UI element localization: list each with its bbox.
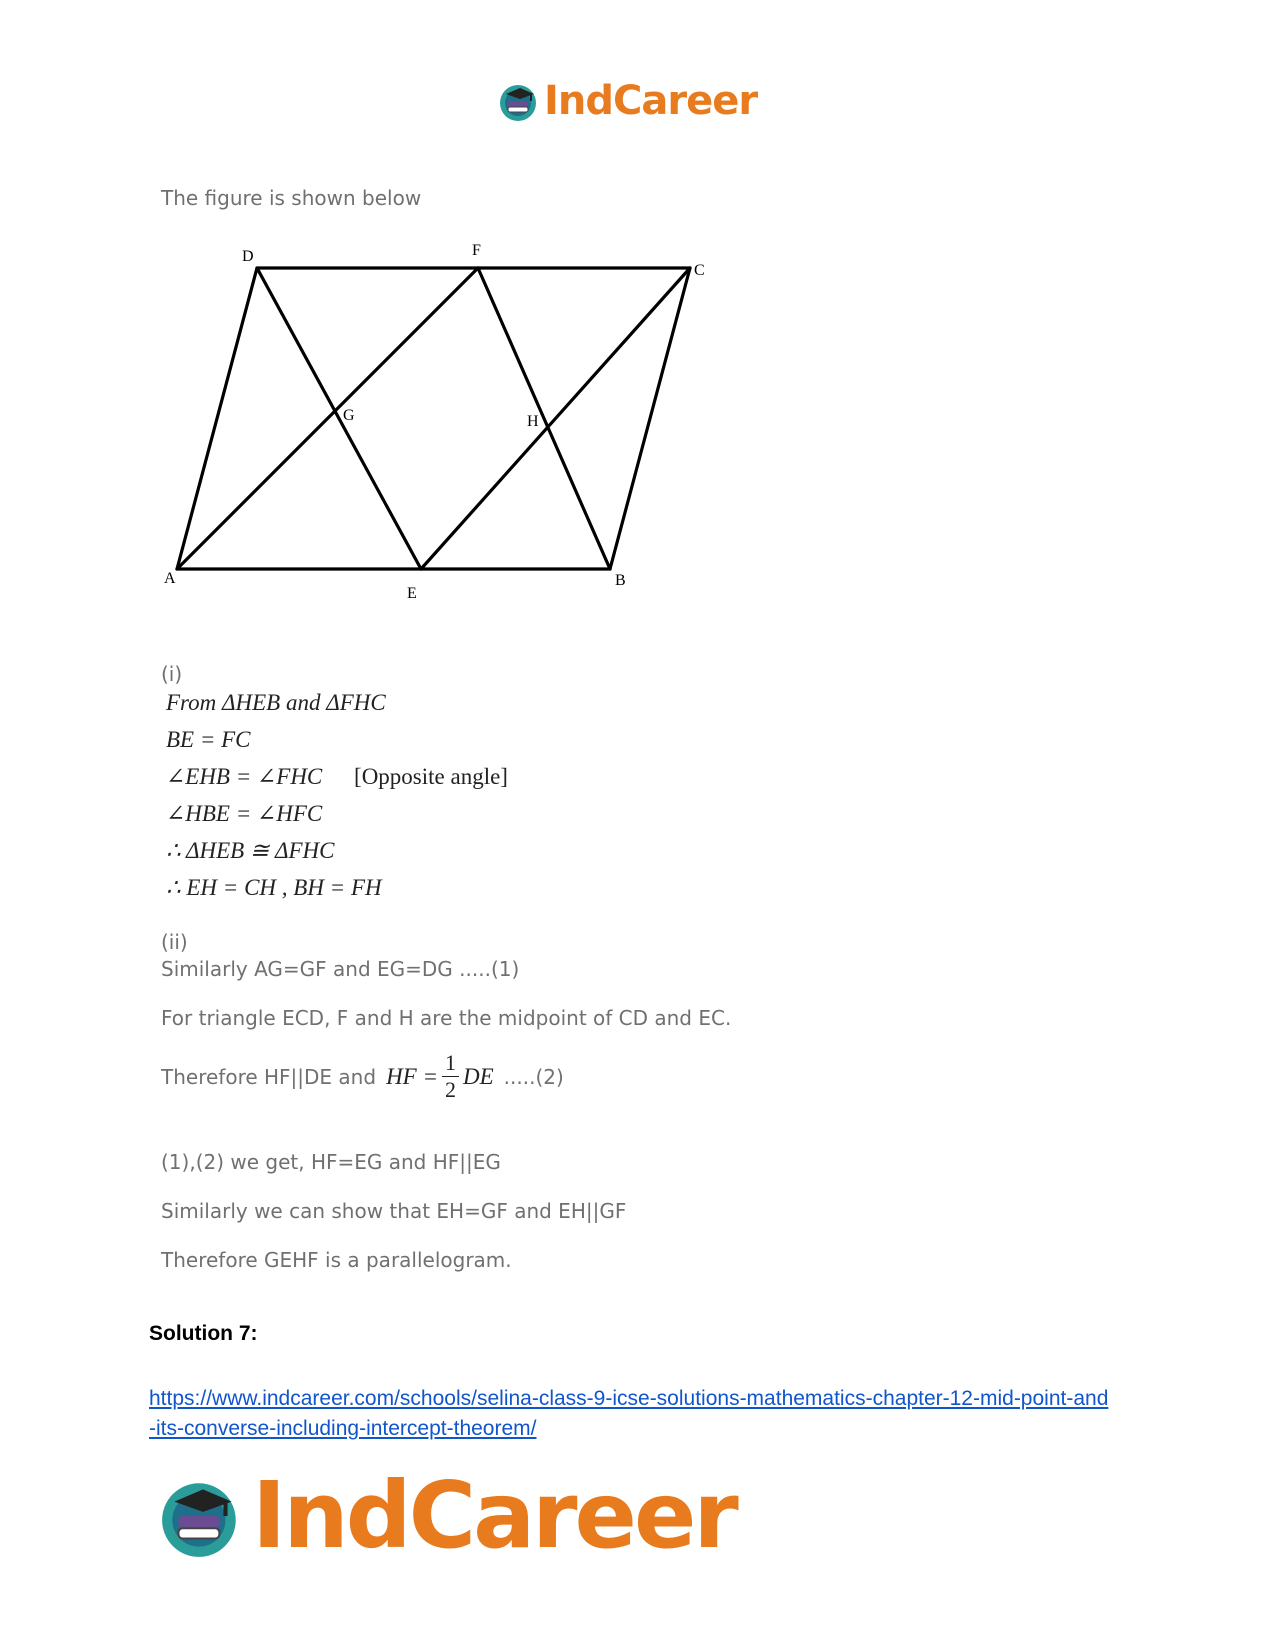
- fraction-one-half: [442, 1050, 459, 1103]
- point-label-G: G: [343, 407, 355, 424]
- part-ii-line-2: For triangle ECD, F and H are the midpoint of CD and EC.: [161, 1006, 732, 1030]
- graduation-cap-book-icon: [498, 79, 542, 123]
- line3-lhs: HF =: [386, 1063, 438, 1089]
- line-AD: [177, 268, 257, 569]
- part-ii-line-4: (1),(2) we get, HF=EG and HF||EG: [161, 1150, 501, 1174]
- line-DE: [257, 268, 421, 569]
- fraction-numerator: 1: [442, 1050, 459, 1077]
- line3-prefix: Therefore HF||DE and: [161, 1064, 377, 1089]
- part-i-line-3: [166, 764, 508, 790]
- fraction-denominator: 2: [445, 1077, 456, 1102]
- part-i-line-2: BE = FC: [166, 727, 251, 752]
- part-i-line-5: ∴ ΔHEB ≅ ΔFHC: [166, 838, 335, 863]
- indcareer-logo-top: [498, 78, 757, 124]
- part-i-line-6: ∴ EH = CH , BH = FH: [166, 875, 382, 900]
- part-ii-line-6: Therefore GEHF is a parallelogram.: [161, 1248, 512, 1272]
- point-label-E: E: [407, 585, 417, 602]
- line-FB: [478, 268, 610, 569]
- point-label-F: F: [472, 244, 481, 259]
- point-label-H: H: [527, 413, 539, 430]
- part-ii-line-3: [161, 1050, 564, 1103]
- graduation-cap-book-icon: [158, 1471, 248, 1561]
- line3-suffix: .....(2): [503, 1064, 564, 1089]
- point-label-A: A: [164, 570, 176, 587]
- brand-name: IndCareer: [252, 1462, 736, 1569]
- solution-heading: Solution 7:: [149, 1322, 258, 1345]
- part-ii-label: (ii): [161, 930, 188, 954]
- parallelogram-figure: [160, 244, 740, 614]
- line3-rhs: DE: [463, 1063, 494, 1089]
- indcareer-logo-bottom: [158, 1462, 736, 1569]
- intro-text: The figure is shown below: [161, 186, 422, 210]
- part-ii-line-1: Similarly AG=GF and EG=DG .....(1): [161, 957, 520, 981]
- brand-name: IndCareer: [544, 78, 758, 124]
- point-label-D: D: [242, 248, 254, 265]
- point-label-C: C: [694, 262, 705, 279]
- reason-text: [Opposite angle]: [354, 764, 508, 789]
- part-i-line-1: From ΔHEB and ΔFHC: [166, 690, 386, 715]
- part-i-label: (i): [161, 662, 183, 686]
- point-label-B: B: [615, 572, 626, 589]
- solutions-link[interactable]: https://www.indcareer.com/schools/selina-class-9-icse-solutions-mathematics-chapter-12-mid-point-and-its-converse-including-intercept-theorem/: [149, 1387, 1109, 1440]
- part-i-line-4: ∠HBE = ∠HFC: [166, 801, 323, 826]
- angle-equality: ∠EHB = ∠FHC: [166, 764, 323, 789]
- part-ii-line-5: Similarly we can show that EH=GF and EH||GF: [161, 1199, 627, 1223]
- line-AF: [177, 268, 478, 569]
